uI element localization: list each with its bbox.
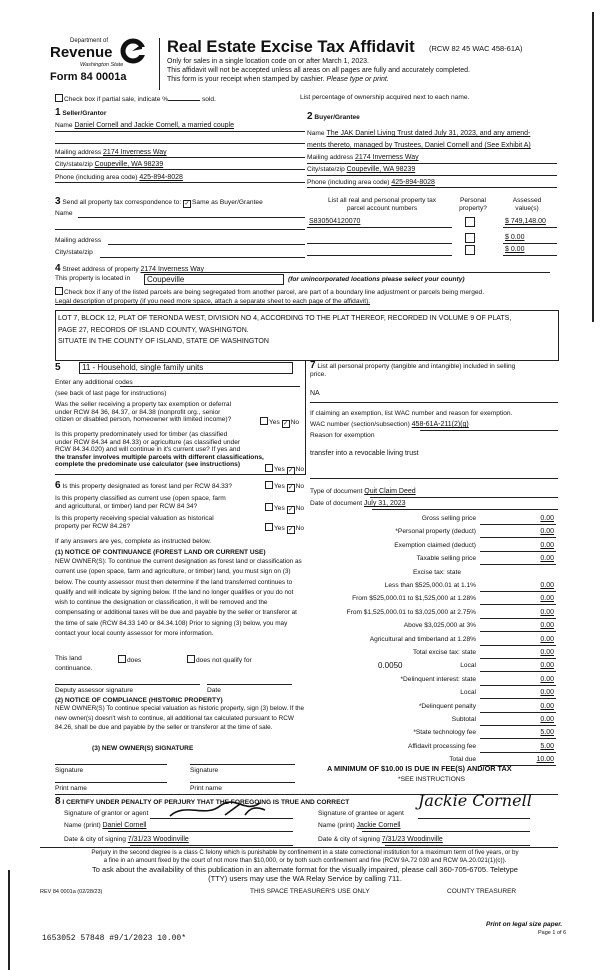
fee-line <box>480 564 556 565</box>
buyer-name-field-line2[interactable]: ments thereto, managed by Trustees, Daniel Cornell and (See Exhibit A) <box>307 142 531 149</box>
fee-label: *Personal property (deduct) <box>395 528 476 536</box>
fee-row <box>318 729 556 741</box>
personal-property-checkbox[interactable] <box>465 245 475 255</box>
fee-value[interactable]: 0.00 <box>540 649 554 656</box>
timber-yes-checkbox[interactable] <box>265 464 273 472</box>
fee-line <box>480 725 556 726</box>
fee-line <box>480 698 556 699</box>
column-divider <box>305 360 306 475</box>
grantee-name-field[interactable]: Jackie Cornell <box>356 822 401 829</box>
fee-row <box>318 569 556 581</box>
personal-property-checkbox[interactable] <box>465 233 475 243</box>
fee-value[interactable]: 0.00 <box>540 702 554 710</box>
fee-line <box>480 604 556 605</box>
grantor-name-field[interactable]: Daniel Cornell <box>102 822 147 829</box>
fee-row <box>318 622 556 634</box>
fee-row <box>318 662 556 674</box>
grantor-date-city-field[interactable]: 7/31/23 Woodinville <box>127 836 189 843</box>
fee-value[interactable]: 0.00 <box>540 582 554 589</box>
seller-name-field[interactable]: Daniel Cornell and Jackie Cornell, a married couple <box>74 122 234 129</box>
local-rate: 0.0050 <box>378 661 403 671</box>
fee-label: Above $3,025,000 at 3% <box>403 622 476 630</box>
document-type-field[interactable]: Quit Claim Deed <box>364 488 416 495</box>
fee-value[interactable]: 0.00 <box>540 595 554 603</box>
does-not-qualify-checkbox[interactable] <box>187 655 195 663</box>
seller-phone-field[interactable]: 425-894-8028 <box>139 174 183 181</box>
fee-row <box>318 595 556 607</box>
wac-number-field[interactable]: 458-61A-211(2)(g) <box>411 421 469 428</box>
corr-mailing-field[interactable] <box>108 244 305 245</box>
fee-row <box>318 528 556 540</box>
forest-no-checkbox[interactable]: ✓ <box>288 485 294 491</box>
exemption-no-checkbox[interactable]: ✓ <box>283 421 289 427</box>
exemption-yes-checkbox[interactable] <box>260 417 268 425</box>
fee-label: Total due <box>449 756 476 764</box>
fee-line <box>480 738 556 739</box>
fee-row <box>318 689 556 701</box>
fee-row <box>318 609 556 621</box>
header-divider <box>159 38 160 90</box>
parcel-number-field[interactable] <box>307 255 452 256</box>
fee-line <box>480 645 556 646</box>
parcel-number-field[interactable]: S830504120070 <box>309 218 361 225</box>
fee-value[interactable]: 0.00 <box>540 716 554 723</box>
assessed-value-field[interactable]: $ 0.00 <box>505 246 525 253</box>
corr-city-field[interactable] <box>100 257 305 258</box>
fee-value[interactable]: 0.00 <box>540 515 554 522</box>
new-owner-signature-field[interactable] <box>190 764 295 765</box>
buyer-city-field[interactable]: Coupeville, WA 98239 <box>346 166 416 173</box>
fee-value[interactable]: 5.00 <box>540 742 554 750</box>
fee-label: *Delinquent interest: state <box>400 675 476 683</box>
fee-row <box>318 542 556 554</box>
fee-value[interactable]: 0.00 <box>540 689 554 697</box>
fee-line <box>480 671 556 672</box>
corr-name-field[interactable] <box>78 217 305 218</box>
document-date-field[interactable]: July 31, 2023 <box>363 500 406 507</box>
fee-label: Subtotal <box>451 716 476 723</box>
current-use-yes-checkbox[interactable] <box>265 503 273 511</box>
historic-no-checkbox[interactable]: ✓ <box>288 527 294 533</box>
additional-codes-field[interactable] <box>120 386 300 387</box>
deputy-signature-field[interactable] <box>55 684 200 685</box>
page-title: Real Estate Excise Tax Affidavit <box>167 38 415 56</box>
fee-label: From $525,000.01 to $1,525,000 at 1.28% <box>352 595 476 603</box>
new-owner-signature-field[interactable] <box>55 764 167 765</box>
fee-line <box>480 618 556 619</box>
does-qualify-checkbox[interactable] <box>118 655 126 663</box>
fee-row <box>318 582 556 594</box>
fee-label: Less than $525,000.01 at 1.1% <box>384 582 476 589</box>
deputy-date-field[interactable] <box>207 684 292 685</box>
fee-value[interactable]: 0.00 <box>540 555 554 563</box>
current-use-no-checkbox[interactable]: ✓ <box>288 507 294 513</box>
fee-row <box>318 555 556 567</box>
grantee-signature: Jackie Cornell <box>418 791 532 810</box>
fee-label: Total excise tax: state <box>412 649 476 656</box>
legal-description-field[interactable]: LOT 7, BLOCK 12, PLAT OF TERONDA WEST, DIVISION NO 4, ACCORDING TO THE PLAT THEREOF, RECORDED IN VOLUME 9 OF PLATS, PAGE 27, RECORDS OF ISLAND COUNTY, WASHINGTON. SITUATE IN THE COUNTY OF ISLAND, STATE OF WASHINGTON <box>55 310 559 361</box>
location-select[interactable]: Coupeville <box>144 274 284 285</box>
scan-edge <box>592 12 594 322</box>
grantee-signature-field[interactable] <box>418 818 530 819</box>
fee-value[interactable]: 0.00 <box>540 541 554 549</box>
parcel-number-field[interactable] <box>307 243 452 244</box>
personal-property-checkbox[interactable] <box>465 217 475 227</box>
fee-label: Excise tax: state <box>412 568 461 576</box>
buyer-name-field[interactable]: The JAK Daniel Living Trust dated July 31, 2023, and any amend- <box>326 130 531 137</box>
fee-line <box>480 658 556 659</box>
fee-row <box>318 716 556 728</box>
personal-property-field[interactable]: NA <box>310 390 320 397</box>
fee-value[interactable]: 0.00 <box>540 528 554 536</box>
fee-line <box>480 591 556 592</box>
fee-row <box>318 703 556 715</box>
fee-value[interactable]: 0.00 <box>540 662 554 670</box>
buyer-mailing-field[interactable]: 2174 Inverness Way <box>355 154 419 161</box>
assessed-value-field[interactable]: $ 749,148.00 <box>505 218 546 225</box>
fee-line <box>480 712 556 713</box>
fee-line <box>480 551 556 552</box>
recording-stamp: 1653052 57848 #9/1/2023 10.00* <box>42 934 187 943</box>
buyer-phone-field[interactable]: 425-894-8028 <box>391 179 435 186</box>
fee-label: *State technology fee <box>413 729 476 737</box>
new-owner-print-name-field[interactable] <box>190 782 295 783</box>
fee-label: *Delinquent penalty <box>418 702 476 710</box>
fee-value[interactable]: 5.00 <box>540 729 554 737</box>
fee-label: Exemption claimed (deduct) <box>394 541 476 549</box>
land-use-code-select[interactable]: 11 - Household, single family units <box>79 362 293 374</box>
fee-label: Agricultural and timberland at 1.28% <box>369 635 476 643</box>
street-address-field[interactable]: 2174 Inverness Way <box>140 266 205 273</box>
timber-no-checkbox[interactable]: ✓ <box>288 468 294 474</box>
fee-line <box>480 524 556 525</box>
assessed-value-field[interactable]: $ 0.00 <box>505 234 525 241</box>
fee-label: Local <box>460 662 476 670</box>
fee-value[interactable]: 0.00 <box>540 675 554 683</box>
new-owner-print-name-field[interactable] <box>55 782 167 783</box>
fee-line <box>480 685 556 686</box>
partial-sale-checkbox[interactable] <box>55 94 63 102</box>
fee-value[interactable]: 0.00 <box>540 622 554 630</box>
fee-row <box>318 636 556 648</box>
partial-percent-field[interactable] <box>168 100 200 101</box>
forest-yes-checkbox[interactable] <box>265 481 273 489</box>
fee-row <box>318 649 556 661</box>
grantee-date-city-field[interactable]: 7/31/23 Woodinville <box>381 836 443 843</box>
fee-label: Local <box>460 689 476 697</box>
fee-line <box>480 752 556 753</box>
segregated-checkbox[interactable] <box>55 287 63 295</box>
dor-logo-icon <box>120 38 146 64</box>
fee-line <box>480 537 556 538</box>
exemption-reason-field[interactable]: transfer into a revocable living trust <box>310 450 419 457</box>
fee-value[interactable]: 0.00 <box>540 635 554 643</box>
fee-label: From $1,525,000.01 to $3,025,000 at 2.75% <box>346 608 476 616</box>
fee-value[interactable]: 10.00 <box>536 756 554 764</box>
fee-line <box>480 631 556 632</box>
same-as-buyer-checkbox[interactable]: ✓ <box>184 201 190 207</box>
historic-yes-checkbox[interactable] <box>265 523 273 531</box>
fee-value[interactable]: 0.00 <box>540 608 554 616</box>
grantor-signature-field[interactable] <box>150 818 293 819</box>
seller-city-field[interactable]: Coupeville, WA 98239 <box>94 161 164 168</box>
fee-label: Gross selling price <box>421 515 476 522</box>
fee-row <box>318 676 556 688</box>
scan-edge <box>8 870 10 970</box>
seller-mailing-field[interactable]: 2174 Inverness Way <box>103 149 167 156</box>
fee-row <box>318 743 556 755</box>
grantor-signature <box>165 800 275 820</box>
fee-label: Taxable selling price <box>416 555 476 563</box>
fee-row <box>318 515 556 527</box>
fee-label: Affidavit processing fee <box>407 742 476 750</box>
